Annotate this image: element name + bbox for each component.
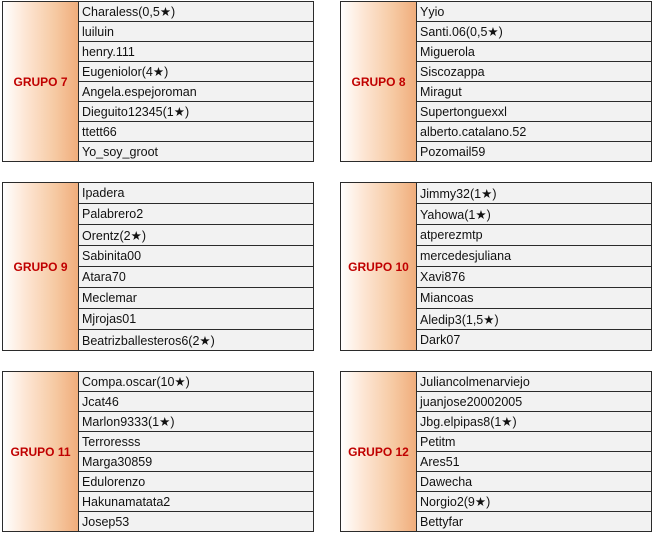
group-8-table	[340, 1, 652, 162]
member-list	[79, 372, 313, 531]
member-row: Orentz(2★)	[79, 225, 313, 246]
member-row: Yahowa(1★)	[417, 204, 651, 225]
member-row: henry.111	[79, 42, 313, 62]
member-row: Xavi876	[417, 267, 651, 288]
group-title: GRUPO 10	[341, 183, 417, 350]
member-row: Yyio	[417, 2, 651, 22]
member-row: Yo_soy_groot	[79, 142, 313, 161]
group-12-table	[340, 371, 652, 532]
member-list	[417, 183, 651, 350]
member-row: alberto.catalano.52	[417, 122, 651, 142]
member-row: atperezmtp	[417, 225, 651, 246]
member-row: Mjrojas01	[79, 309, 313, 330]
member-row: Ipadera	[79, 183, 313, 204]
member-row: Bettyfar	[417, 512, 651, 531]
member-row: Pozomail59	[417, 142, 651, 161]
member-list	[79, 183, 313, 350]
group-7-table	[2, 1, 314, 162]
member-row: Dieguito12345(1★)	[79, 102, 313, 122]
member-row: Jimmy32(1★)	[417, 183, 651, 204]
member-list	[417, 2, 651, 161]
group-title: GRUPO 11	[3, 372, 79, 531]
member-row: Norgio2(9★)	[417, 492, 651, 512]
member-row: Angela.espejoroman	[79, 82, 313, 102]
member-list	[79, 2, 313, 161]
member-row: Eugeniolor(4★)	[79, 62, 313, 82]
member-row: Edulorenzo	[79, 472, 313, 492]
member-row: Marga30859	[79, 452, 313, 472]
member-row: Josep53	[79, 512, 313, 531]
member-row: Miancoas	[417, 288, 651, 309]
member-row: Terroresss	[79, 432, 313, 452]
member-row: Dark07	[417, 330, 651, 350]
member-row: Dawecha	[417, 472, 651, 492]
member-row: Palabrero2	[79, 204, 313, 225]
member-row: Juliancolmenarviejo	[417, 372, 651, 392]
member-row: mercedesjuliana	[417, 246, 651, 267]
group-title: GRUPO 9	[3, 183, 79, 350]
group-title: GRUPO 12	[341, 372, 417, 531]
member-row: Supertonguexxl	[417, 102, 651, 122]
member-row: Miragut	[417, 82, 651, 102]
member-row: Meclemar	[79, 288, 313, 309]
group-10-table	[340, 182, 652, 351]
group-11-table	[2, 371, 314, 532]
member-row: Jcat46	[79, 392, 313, 412]
group-9-table	[2, 182, 314, 351]
member-row: Ares51	[417, 452, 651, 472]
member-row: Atara70	[79, 267, 313, 288]
member-list	[417, 372, 651, 531]
member-row: Santi.06(0,5★)	[417, 22, 651, 42]
member-row: Jbg.elpipas8(1★)	[417, 412, 651, 432]
member-row: luiluin	[79, 22, 313, 42]
member-row: Siscozappa	[417, 62, 651, 82]
member-row: Aledip3(1,5★)	[417, 309, 651, 330]
member-row: Marlon9333(1★)	[79, 412, 313, 432]
group-title: GRUPO 8	[341, 2, 417, 161]
group-title: GRUPO 7	[3, 2, 79, 161]
member-row: Petitm	[417, 432, 651, 452]
member-row: Hakunamatata2	[79, 492, 313, 512]
member-row: Compa.oscar(10★)	[79, 372, 313, 392]
member-row: Sabinita00	[79, 246, 313, 267]
member-row: ttett66	[79, 122, 313, 142]
member-row: Beatrizballesteros6(2★)	[79, 330, 313, 350]
member-row: Miguerola	[417, 42, 651, 62]
member-row: juanjose20002005	[417, 392, 651, 412]
member-row: Charaless(0,5★)	[79, 2, 313, 22]
